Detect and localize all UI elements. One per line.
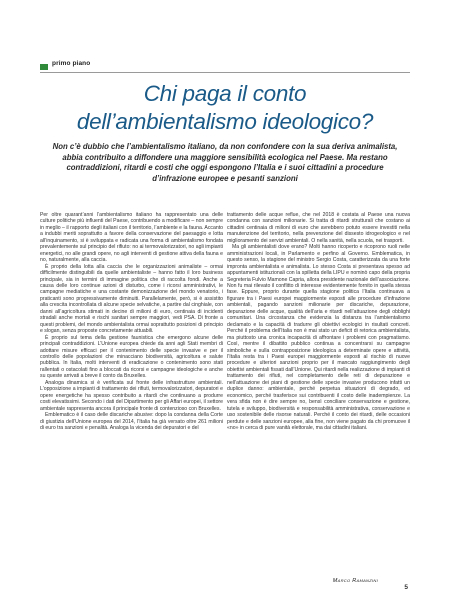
paragraph: Analoga dinamica si è verificata sul fronte delle infrastrutture ambientali. L’opposizione a impianti di trattamento dei rifiuti, termovalorizzatori, depuratori e opere energetiche ha spesso contribuito a ritardi che continuano a produrre costi elevatissimi. Secondo i dati del Dipartimento per gli Affari europei, il settore ambientale rappresenta ancora il principale fronte di contenzioso con Bruxelles. <box>40 379 223 412</box>
paragraph: Per oltre quarant’anni l’ambientalismo italiano ha rappresentato una delle culture politiche più influenti del Paese, contribuendo a modificare – non sempre in meglio – il rapporto degli italiani con il territorio, l’ambiente e la fauna. Accanto a indubbi meriti soprattutto a favore della conservazione del paesaggio e lotta all’inquinamento, si è sviluppata e radicata una forma di ambientalismo fondata prevalentemente sul principio del rifiuto: no ai termovalorizzatori, no agli impianti energetici, no alle grandi opere, no agli interventi di gestione attiva della fauna e no, naturalmente, alla caccia. <box>40 212 223 264</box>
section-marker <box>40 64 48 70</box>
body-column-right <box>227 212 410 580</box>
author-signature: Marco Ramanzini <box>332 578 378 584</box>
paragraph: È proprio sul tema della gestione faunistica che emergono alcune delle principali contraddizioni. L’Unione europea chiede da anni agli Stati membri di adottare misure efficaci per il contenimento delle specie invasive e per il controllo delle popolazioni che minacciano biodiversità, agricoltura e salute pubblica. In Italia, molti interventi di eradicazione o contenimento sono stati rallentati o ostacolati fino a bloccati da ricorsi e campagne ideologiche e anche su queste arrivati a breve il conto da Bruxelles. <box>40 334 223 380</box>
header-rule <box>40 72 410 73</box>
paragraph: È proprio della lotta alla caccia che le organizzazioni animaliste – ormai difficilmente distinguibili da quelle ambientaliste – hanno fatto il loro business principale, sia in termini di immagine politica che di raccolta fondi. Anche a causa delle loro continue azioni di disturbo, come i ricorsi amministrativi, le campagne mediatiche e una costante demonizzazione del mondo venatorio, i praticanti sono progressivamente diminuiti. Parallelamente, però, si è assistito alla crescita incontrollata di alcune specie selvatiche, a partire dal cinghiale, con danni all’agricoltura stimati in decine di milioni di euro, centinaia di incidenti stradali anche mortali e rischi sanitari sempre maggiori, vedi PSA. Di fronte a questi problemi, del mondo ambientalista ormai soprattutto posizioni di principio e slogan, senza proposte concretamente attuabili. <box>40 263 223 335</box>
paragraph: Ma gli ambientalisti dove erano? Molti hanno ricoperto e ricoprono ruoli nelle amministrazioni locali, in Parlamento e perfino al Governo. Emblematica, in questo senso, la stagione del ministro Sergio Costa, caratterizzata da una forte impronta ambientalista e animalista. Lo stesso Costa si presentava spesso ad appuntamenti istituzionali con la spilletta della LIPU e nominò capo della propria Segreteria Fulvio Mamone Capria, allora presidente nazionale dell’associazione. Non fu mai rilevato il conflitto di interesse evidentemente fornito in quella stessa fase. Eppure, proprio durante quella stagione politica l’Italia continuava a figurare tra i Paesi europei maggiormente esposti alle procedure d’infrazione ambientali, pagando sanzioni milionarie per discariche, depurazione, depurazione delle acque, qualità dell’aria e ritardi nell’attuazione degli obblighi comunitari. Una circostanza che evidenzia la distanza tra l’ambientalismo declamato e la capacità di tradurre gli obiettivi ecologici in risultati concreti. Perché il problema dell’Italia non è mai stato un deficit di retorica ambientalista, ma piuttosto una cronica incapacità di affrontare i problemi con pragmatismo. Così, mentre il dibattito pubblico continua a concentrarsi su campagne simboliche e sulla contrapposizione ideologica a determinate opere e attività, l’Italia resta tra i Paesi europei maggiormente esposti al rischio di nuove procedure e ulteriori sanzioni proprio per il mancato raggiungimento degli obiettivi ambientali fissati dall’Unione. Qui ritardi nella realizzazione di impianti di trattamento dei rifiuti, nel completamento delle reti di depurazione e nell’attuazione dei piani di gestione delle specie invasive producono infatti un duplice danno: ambientale, perché perpetua situazioni di degrado, ed economico, perché trasferisce sui contribuenti il costo delle inadempienze. La vera sfida non è dire sempre no, bensì conciliare conservazione e gestione, tutela e sviluppo, biodiversità e responsabilità amministrativa, conservazione e uso sostenibile delle risorse naturali. Perché il conto dei ritardi, delle occasioni perdute e delle sanzioni europee, alla fine, non viene pagato da chi promuove il «no» in cerca di pure vanità elettorale, ma dai cittadini italiani. <box>227 244 410 431</box>
section-label: primo piano <box>52 60 91 67</box>
body-column-left <box>40 212 223 580</box>
article-title <box>40 80 410 136</box>
paragraph: trattamento delle acque reflue, che nel 2018 è costata al Paese una nuova condanna con sanzioni milionarie. Si tratta di ritardi strutturali che costano ai cittadini centinaia di milioni di euro che avrebbero potuto essere investiti nella manutenzione del territorio, nella prevenzione del dissesto idrogeologico e nel miglioramento dei servizi ambientali. O nella sanità, nella scuola, nei trasporti. <box>227 212 410 244</box>
title-line-1: Chi paga il conto <box>143 81 307 106</box>
title-line-2: dell’ambientalismo ideologico? <box>76 109 374 134</box>
article-body <box>40 212 410 580</box>
page-number: 5 <box>404 584 408 591</box>
article-lead: Non c’è dubbio che l’ambientalismo italiano, da non confondere con la sua deriva animalista, abbia contribuito a diffondere una maggiore sensibilità ecologica nel Paese. Ma restano contraddizioni, ritardi e costi che oggi espongono l’Italia e i suoi cittadini a procedure d’infrazione europee e pesanti sanzioni <box>52 142 398 183</box>
paragraph: Emblematico è il caso delle discariche abusive: dopo la condanna della Corte di giustizia dell’Unione europea del 2014, l’Italia ha già versato oltre 261 milioni di euro tra sanzioni e penalità. Analoga la vicenda dei depuratori e del <box>40 412 223 431</box>
